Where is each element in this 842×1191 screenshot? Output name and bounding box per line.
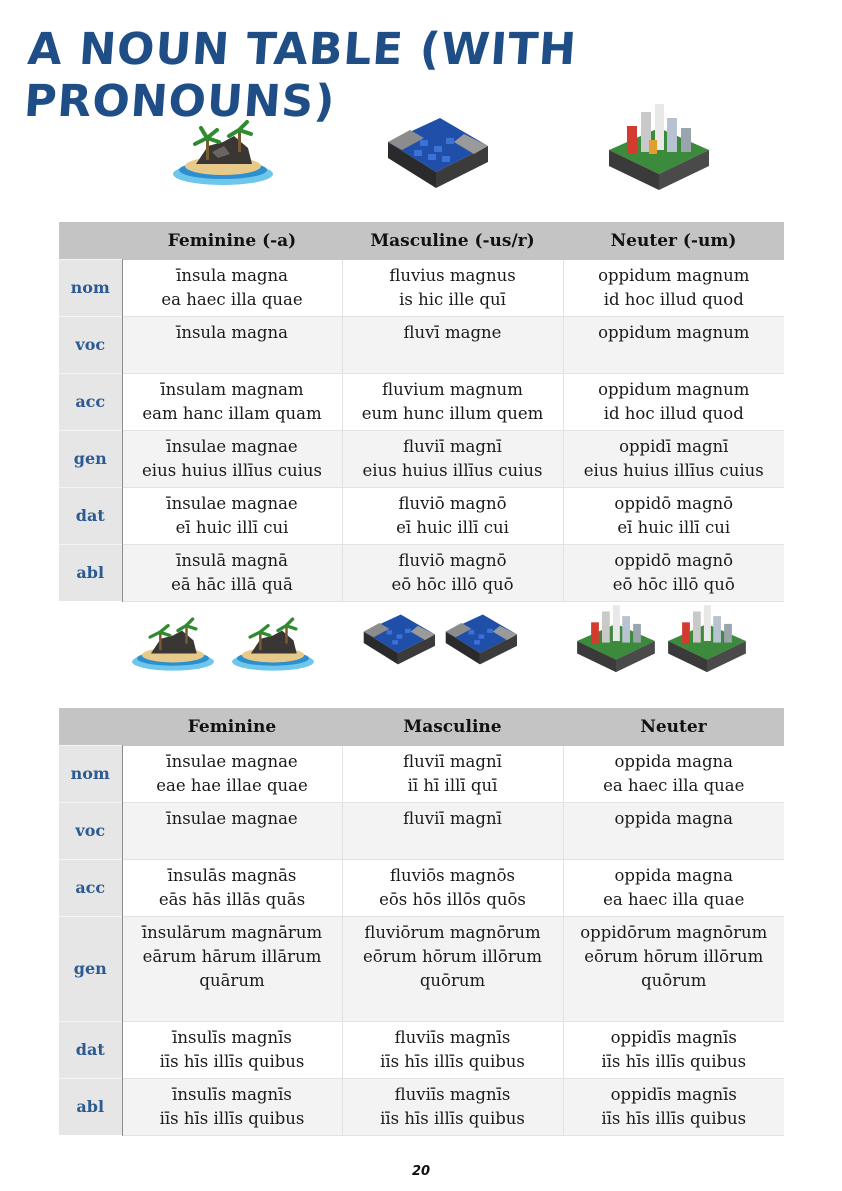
table-row — [59, 316, 784, 373]
neuter-cell: oppidīs magnīs iīs hīs illīs quibus — [563, 1078, 784, 1135]
neuter-cell: oppidōrum magnōrum eōrum hōrum illōrum quōrum — [563, 916, 784, 1021]
feminine-cell: īnsulam magnam eam hanc illam quam — [122, 373, 342, 430]
town-illustration — [574, 600, 658, 682]
masculine-cell: fluvius magnus is hic ille quī — [342, 260, 563, 317]
feminine-cell: īnsulārum magnārum eārum hārum illārum quārum — [122, 916, 342, 1021]
header-neuter: Neuter (-um) — [563, 222, 784, 260]
island-illustration — [168, 112, 278, 188]
case-label: gen — [59, 430, 122, 487]
table-row — [59, 916, 784, 1021]
river-illustration — [440, 606, 522, 670]
neuter-cell: oppidum magnum id hoc illud quod — [563, 373, 784, 430]
feminine-cell: īnsula magna — [122, 316, 342, 373]
table-header-row — [59, 222, 784, 260]
table-row — [59, 802, 784, 859]
feminine-cell: īnsulae magnae — [122, 802, 342, 859]
table-row — [59, 373, 784, 430]
feminine-cell: īnsulās magnās eās hās illās quās — [122, 859, 342, 916]
case-label: abl — [59, 544, 122, 601]
case-label: abl — [59, 1078, 122, 1135]
neuter-cell: oppidī magnī eius huius illīus cuius — [563, 430, 784, 487]
case-label: acc — [59, 373, 122, 430]
masculine-cell: fluvī magne — [342, 316, 563, 373]
table-row — [59, 746, 784, 803]
header-masculine: Masculine (-us/r) — [342, 222, 563, 260]
masculine-cell: fluviōs magnōs eōs hōs illōs quōs — [342, 859, 563, 916]
table-row — [59, 859, 784, 916]
header-masculine: Masculine — [342, 708, 563, 746]
plural-illustrations — [0, 600, 842, 690]
island-illustration — [228, 610, 318, 674]
table-row — [59, 1078, 784, 1135]
feminine-cell: īnsulae magnae eius huius illīus cuius — [122, 430, 342, 487]
masculine-cell: fluviī magnī eius huius illīus cuius — [342, 430, 563, 487]
neuter-cell: oppida magna ea haec illa quae — [563, 746, 784, 803]
page-number: 20 — [411, 1164, 431, 1179]
neuter-cell: oppidum magnum id hoc illud quod — [563, 260, 784, 317]
singular-illustrations — [0, 100, 842, 200]
river-illustration — [380, 108, 495, 194]
neuter-cell: oppida magna ea haec illa quae — [563, 859, 784, 916]
table-header-row — [59, 708, 784, 746]
masculine-cell: fluviīs magnīs iīs hīs illīs quibus — [342, 1078, 563, 1135]
feminine-cell: īnsulā magnā eā hāc illā quā — [122, 544, 342, 601]
case-label: nom — [59, 746, 122, 803]
masculine-cell: fluviī magnī — [342, 802, 563, 859]
header-feminine: Feminine (-a) — [122, 222, 342, 260]
feminine-cell: īnsula magna ea haec illa quae — [122, 260, 342, 317]
plural-table — [59, 708, 784, 1136]
masculine-cell: fluviō magnō eī huic illī cui — [342, 487, 563, 544]
table-row — [59, 487, 784, 544]
case-label: voc — [59, 316, 122, 373]
table-row — [59, 1021, 784, 1078]
table-row — [59, 430, 784, 487]
header-corner — [59, 708, 122, 746]
masculine-cell: fluviīs magnīs iīs hīs illīs quibus — [342, 1021, 563, 1078]
header-feminine: Feminine — [122, 708, 342, 746]
neuter-cell: oppidīs magnīs iīs hīs illīs quibus — [563, 1021, 784, 1078]
page-title: A NOUN TABLE (WITH PRONOUNS) — [22, 24, 579, 127]
case-label: acc — [59, 859, 122, 916]
masculine-cell: fluviōrum magnōrum eōrum hōrum illōrum quōrum — [342, 916, 563, 1021]
case-label: voc — [59, 802, 122, 859]
feminine-cell: īnsulae magnae eae hae illae quae — [122, 746, 342, 803]
neuter-cell: oppidō magnō eō hōc illō quō — [563, 544, 784, 601]
case-label: gen — [59, 916, 122, 1021]
neuter-cell: oppidum magnum — [563, 316, 784, 373]
table-row — [59, 544, 784, 601]
island-illustration — [128, 610, 218, 674]
header-corner — [59, 222, 122, 260]
header-neuter: Neuter — [563, 708, 784, 746]
table-row — [59, 260, 784, 317]
masculine-cell: fluviī magnī iī hī illī quī — [342, 746, 563, 803]
neuter-cell: oppida magna — [563, 802, 784, 859]
singular-table — [59, 222, 784, 602]
masculine-cell: fluvium magnum eum hunc illum quem — [342, 373, 563, 430]
neuter-cell: oppidō magnō eī huic illī cui — [563, 487, 784, 544]
town-illustration — [605, 100, 713, 200]
feminine-cell: īnsulīs magnīs iīs hīs illīs quibus — [122, 1021, 342, 1078]
feminine-cell: īnsulae magnae eī huic illī cui — [122, 487, 342, 544]
case-label: nom — [59, 260, 122, 317]
case-label: dat — [59, 487, 122, 544]
town-illustration — [665, 600, 749, 682]
masculine-cell: fluviō magnō eō hōc illō quō — [342, 544, 563, 601]
feminine-cell: īnsulīs magnīs iīs hīs illīs quibus — [122, 1078, 342, 1135]
case-label: dat — [59, 1021, 122, 1078]
river-illustration — [358, 606, 440, 670]
